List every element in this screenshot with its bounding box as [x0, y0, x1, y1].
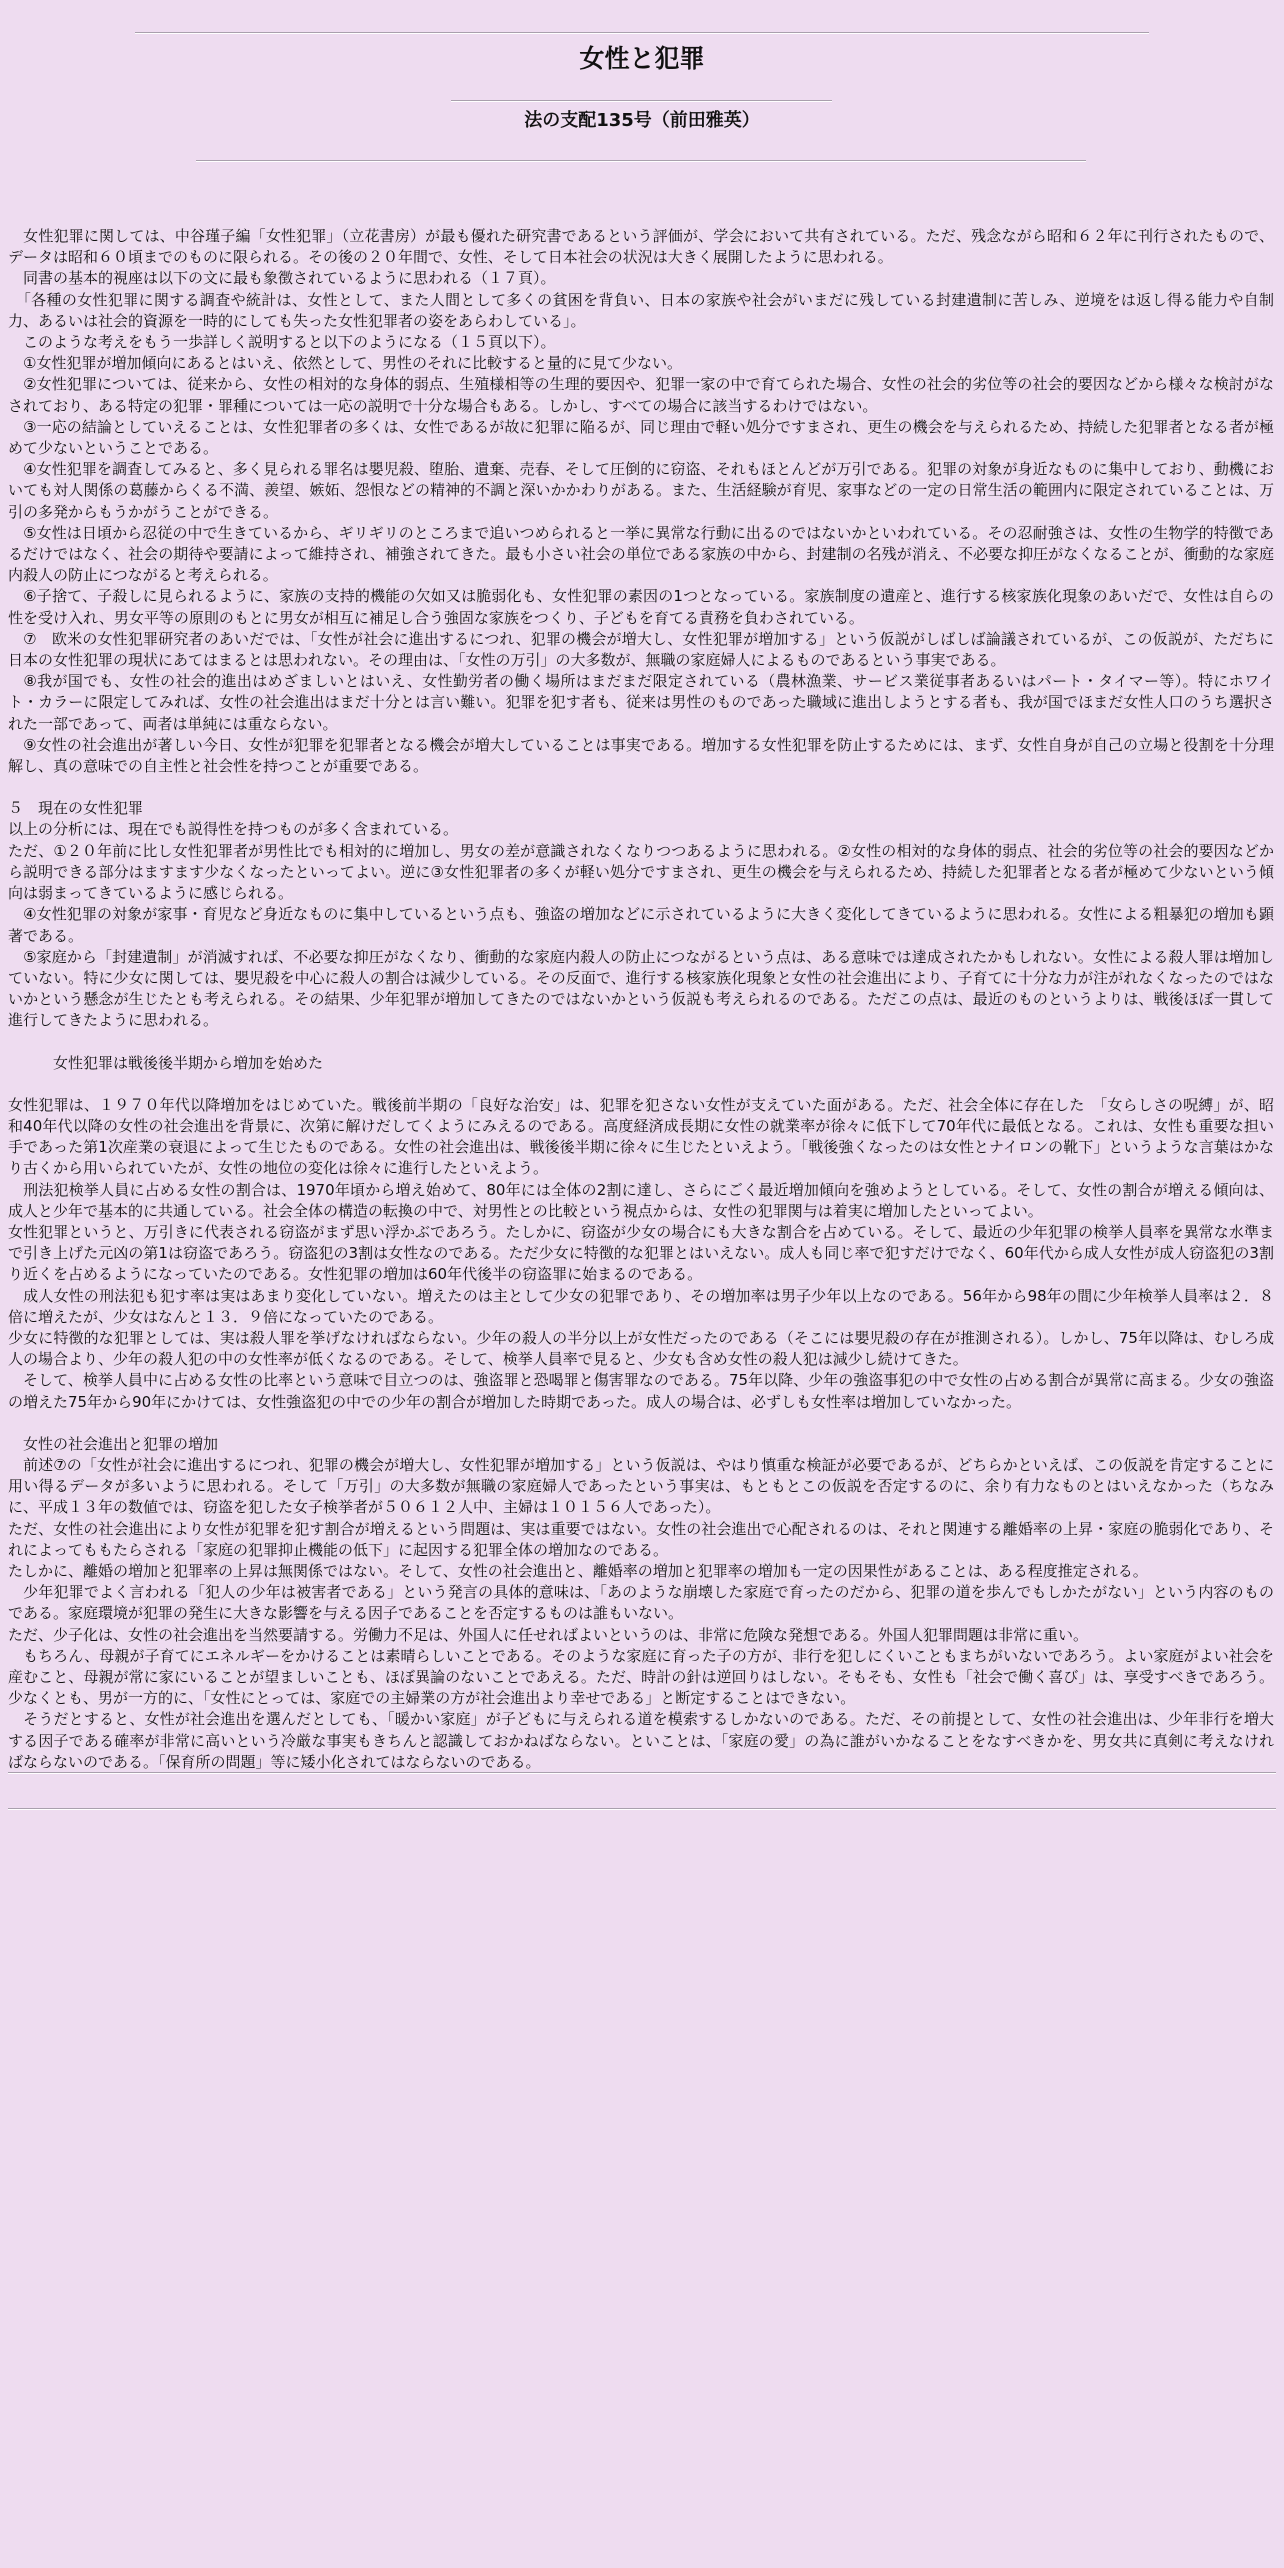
blank-line	[8, 1413, 1274, 1434]
paragraph: そして、検挙人員中に占める女性の比率という意味で目立つのは、強盗罪と恐喝罪と傷害罪なのである。75年以降、少年の強盗事犯の中で女性の占める割合が異常に高まる。少女の強盗の増えた75年から90年にかけては、女性強盗犯の中での少年の割合が増加した時期であった。成人の場合は、必ずしも女性率は増加していなかった。	[8, 1371, 1274, 1411]
paragraph: ①女性犯罪が増加傾向にあるとはいえ、依然として、男性のそれに比較すると量的に見て少ない。	[8, 354, 683, 373]
page-subtitle: 法の支配135号（前田雅英）	[524, 110, 760, 131]
paragraph: ②女性犯罪については、従来から、女性の相対的な身体的弱点、生殖様相等の生理的要因や、犯罪一家の中で育てられた場合、女性の社会的劣位等の社会的要因などから様々な検討がなされており、ある特定の犯罪・罪種については一応の説明で十分な場合もある。しかし、すべての場合に該当するわけではない。	[8, 375, 1274, 415]
paragraph: たしかに、離婚の増加と犯罪率の上昇は無関係ではない。そして、女性の社会進出と、離婚率の増加と犯罪率の増加も一定の因果性があることは、ある程度推定される。	[8, 1561, 1148, 1580]
paragraph: 少女に特徴的な犯罪としては、実は殺人罪を挙げなければならない。少年の殺人の半分以上が女性だったのである（そこには嬰児殺の存在が推測される）。しかし、75年以降は、むしろ成人の場合より、少年の殺人犯の中の女性率が低くなるのである。そして、検挙人員率で見ると、少女も含め女性の殺人犯は減少し続けてきた。	[8, 1328, 1274, 1369]
page-title: 女性と犯罪	[579, 44, 705, 73]
bottom-divider-1	[8, 1772, 1276, 1774]
paragraph: そうだとすると、女性が社会進出を選んだとしても、「暖かい家庭」が子どもに与えられる道を模索するしかないのである。ただ、その前提として、女性の社会進出は、少年非行を増大する因子である確率が非常に高いという冷厳な事実もきちんと認識しておかねばならない。といことは、「家庭の愛」の為に誰がいかなることをなすべきかを、男女共に真剣に考えなければならないのである。「保育所の問題」等に矮小化されてはならないのである。	[8, 1710, 1274, 1771]
paragraph: ⑧我が国でも、女性の社会的進出はめざましいとはいえ、女性勤労者の働く場所はまだまだ限定されている（農林漁業、サービス業従事者あるいはパート・タイマー等）。特にホワイト・カラーに限定してみれば、女性の社会進出はまだ十分とは言い難い。犯罪を犯す者も、従来は男性のものであった職域に進出しようとする者も、我が国でほまだ女性人口のうち選択された一部であって、両者は単純には重ならない。	[8, 672, 1274, 733]
paragraph: ただ、少子化は、女性の社会進出を当然要請する。労働力不足は、外国人に任せればよいというのは、非常に危険な発想である。外国人犯罪問題は非常に重い。	[8, 1625, 1089, 1644]
paragraph: ⑦ 欧米の女性犯罪研究者のあいだでは、「女性が社会に進出するにつれ、犯罪の機会が増大し、女性犯罪が増加する」という仮説がしばしば論議されているが、この仮説が、ただちに日本の女性犯罪の現状にあてはまるとは思われない。その理由は、「女性の万引」の大多数が、無職の家庭婦人によるものであるという事実である。	[8, 629, 1274, 670]
paragraph: ④女性犯罪を調査してみると、多く見られる罪名は嬰児殺、堕胎、遺棄、売春、そして圧倒的に窃盗、それもほとんどが万引である。犯罪の対象が身近なものに集中しており、動機においても対人関係の葛藤からくる不満、羨望、嫉妬、怨恨などの精神的不調と深いかかわりがある。また、生活経験が育児、家事などの一定の日常生活の範囲内に限定されていることは、万引の多発からもうかがうことができる。	[8, 460, 1274, 521]
paragraph: 前述⑦の「女性が社会に進出するにつれ、犯罪の機会が増大し、女性犯罪が増加する」という仮説は、やはり慎重な検証が必要であるが、どちらかといえば、この仮説を肯定することに用い得るデータが多いように思われる。そして「万引」の大多数が無職の家庭婦人であったという事実は、もともとこの仮説を否定するのに、余り有力なものとはいえなかった（ちなみに、平成１３年の数値では、窃盗を犯した女子検挙者が５０６１２人中、主婦は１０１５６人であった）。	[8, 1455, 1274, 1517]
paragraph: 「各種の女性犯罪に関する調査や統計は、女性として、また人間として多くの貧困を背負い、日本の家族や社会がいまだに残している封建遺制に苦しみ、逆境をは返し得る能力や自制力、あるいは社会的資源を一時的にしても失った女性犯罪者の姿をあらわしている」。	[8, 290, 1274, 330]
paragraph: もちろん、母親が子育てにエネルギーをかけることは素晴らしいことである。そのような家庭に育った子の方が、非行を犯しにくいこともまちがいないであろう。よい家庭がよい社会を産むこと、母親が常に家にいることが望ましいことも、ほぼ異論のないことであえる。ただ、時計の針は逆回りはしない。そもそも、女性も「社会で働く喜び」は、享受すべきであろう。少なくとも、男が一方的に、「女性にとっては、家庭での主婦業の方が社会進出より幸せである」と断定することはできない。	[8, 1646, 1274, 1708]
subtitle-divider	[196, 160, 1086, 162]
paragraph: ⑥子捨て、子殺しに見られるように、家族の支持的機能の欠如又は脆弱化も、女性犯罪の素因の1つとなっている。家族制度の遺産と、進行する核家族化現象のあいだで、女性は自らの性を受け入れ、男女平等の原則のもとに男女が相互に補足し合う強固な家族をつくり、子どもを育てる責務を負わされている。	[8, 587, 1274, 627]
paragraph: 同書の基本的視座は以下の文に最も象徴されているように思われる（１７頁）。	[8, 269, 556, 288]
paragraph: このような考えをもう一歩詳しく説明すると以下のようになる（１５頁以下）。	[8, 333, 556, 352]
blank-line	[8, 205, 1274, 226]
paragraph: ⑤家庭から「封建遺制」が消滅すれば、不必要な抑圧がなくなり、衝動的な家庭内殺人の防止につながるという点は、ある意味では達成されたかもしれない。女性による殺人罪は増加していない。特に少女に関しては、嬰児殺を中心に殺人の割合は減少している。その反面で、進行する核家族化現象と女性の社会進出により、子育てに十分な力が注がれなくなったのではないかという懸念が生じたとも考えられる。その結果、少年犯罪が増加してきたのではないかという仮説も考えられるのである。ただこの点は、最近のものというよりは、戦後ほぼ一貫して進行してきたように思われる。	[8, 947, 1274, 1030]
paragraph: ５ 現在の女性犯罪	[8, 799, 144, 818]
paragraph: 女性犯罪というと、万引きに代表される窃盗がまず思い浮かぶであろう。たしかに、窃盗が少女の場合にも大きな割合を占めている。そして、最近の少年犯罪の検挙人員率を異常な水準まで引き上げた元凶の第1は窃盗であろう。窃盗犯の3割は女性なのである。ただ少女に特徴的な犯罪とはいえない。成人も同じ率で犯すだけでなく、60年代から成人女性が成人窃盗犯の3割り近くを占めるようになっていたのである。女性犯罪の増加は60年代後半の窃盗罪に始まるのである。	[8, 1222, 1274, 1284]
paragraph: 女性犯罪は戦後後半期から増加を始めた	[8, 1053, 324, 1072]
blank-line	[8, 1032, 1274, 1053]
paragraph: ただ、女性の社会進出により女性が犯罪を犯す割合が増えるという問題は、実は重要ではない。女性の社会進出で心配されるのは、それと関連する離婚率の上昇・家庭の脆弱化であり、それによってももたらされる「家庭の犯罪抑止機能の低下」に起因する犯罪全体の増加なのである。	[8, 1519, 1274, 1559]
paragraph: 以上の分析には、現在でも説得性を持つものが多く含まれている。	[8, 820, 459, 839]
top-divider	[135, 32, 1149, 34]
paragraph: 少年犯罪でよく言われる「犯人の少年は被害者である」という発言の具体的意味は、「あのような崩壊した家庭で育ったのだから、犯罪の道を歩んでもしかたがない」という内容のものである。家庭環境が犯罪の発生に大きな影響を与える因子であることを否定するものは誰もいない。	[8, 1583, 1274, 1623]
paragraph: ただ、①２０年前に比し女性犯罪者が男性比でも相対的に増加し、男女の差が意識されなくなりつつあるように思われる。②女性の相対的な身体的弱点、社会的劣位等の社会的要因などから説明できる部分はますます少なくなったといってよい。逆に③女性犯罪者の多くが軽い処分ですまされ、更生の機会を与えられるため、持続した犯罪者となる者が極めて少ないという傾向は弱まってきているように感じられる。	[8, 841, 1274, 903]
paragraph: ④女性犯罪の対象が家事・育児など身近なものに集中しているという点も、強盗の増加などに示されているように大きく変化してきているように思われる。女性による粗暴犯の増加も顕著である。	[8, 905, 1274, 945]
article-body	[8, 205, 1274, 1773]
paragraph: 女性犯罪は、１９７０年代以降増加をはじめていた。戦後前半期の「良好な治安」は、犯罪を犯さない女性が支えていた面がある。ただ、社会全体に存在した 「女らしさの呪縛」が、昭和40年代以降の女性の社会進出を背景に、次第に解けだしてくようにみえるのである。高度経済成長期に女性の就業率が徐々に低下して70年代に最低となる。これは、女性も重要な担い手であった第1次産業の衰退によって生じたものである。女性の社会進出は、戦後後半期に徐々に生じたといえよう。「戦後強くなったのは女性とナイロンの靴下」というような言葉はかなり古くから用いられていたが、女性の地位の変化は徐々に進行したといえよう。	[8, 1095, 1274, 1178]
paragraph: ⑨女性の社会進出が著しい今日、女性が犯罪を犯罪者となる機会が増大していることは事実である。増加する女性犯罪を防止するためには、まず、女性自身が自己の立場と役割を十分理解し、真の意味での自主性と社会性を持つことが重要である。	[8, 735, 1274, 776]
blank-line	[8, 777, 1274, 798]
paragraph: 女性犯罪に関しては、中谷瑾子編「女性犯罪」（立花書房）が最も優れた研究書であるという評価が、学会において共有されている。ただ、残念ながら昭和６２年に刊行されたもので、データは昭和６０頃までのものに限られる。その後の２０年間で、女性、そして日本社会の状況は大きく展開したように思われる。	[8, 227, 1274, 267]
title-divider	[451, 100, 832, 102]
paragraph: 女性の社会進出と犯罪の増加	[8, 1434, 219, 1453]
paragraph: 成人女性の刑法犯も犯す率は実はあまり変化していない。増えたのは主として少女の犯罪であり、その増加率は男子少年以上なのである。56年から98年の間に少年検挙人員率は２．８倍に増えたが、少女はなんと１３．９倍になっていたのである。	[8, 1286, 1274, 1326]
paragraph: ③一応の結論としていえることは、女性犯罪者の多くは、女性であるが故に犯罪に陥るが、同じ理由で軽い処分ですまされ、更生の機会を与えられるため、持続した犯罪者となる者が極めて少ないということである。	[8, 417, 1274, 458]
paragraph: 刑法犯検挙人員に占める女性の割合は、1970年頃から増え始めて、80年には全体の2割に達し、さらにごく最近増加傾向を強めようとしている。そして、女性の割合が増える傾向は、成人と少年で基本的に共通している。社会全体の構造の転換の中で、対男性との比較という視点からは、女性の犯罪関与は着実に増加したといってよい。	[8, 1180, 1274, 1220]
paragraph: ⑤女性は日頃から忍従の中で生きているから、ギリギリのところまで追いつめられると一挙に異常な行動に出るのではないかといわれている。その忍耐強さは、女性の生物学的特徴であるだけではなく、社会の期待や要請によって維持され、補強されてきた。最も小さい社会の単位である家族の中から、封建制の名残が消え、不必要な抑圧がなくなることが、衝動的な家庭内殺人の防止につながると考えられる。	[8, 523, 1274, 585]
blank-line	[8, 1074, 1274, 1095]
bottom-divider-2	[8, 1808, 1276, 1810]
